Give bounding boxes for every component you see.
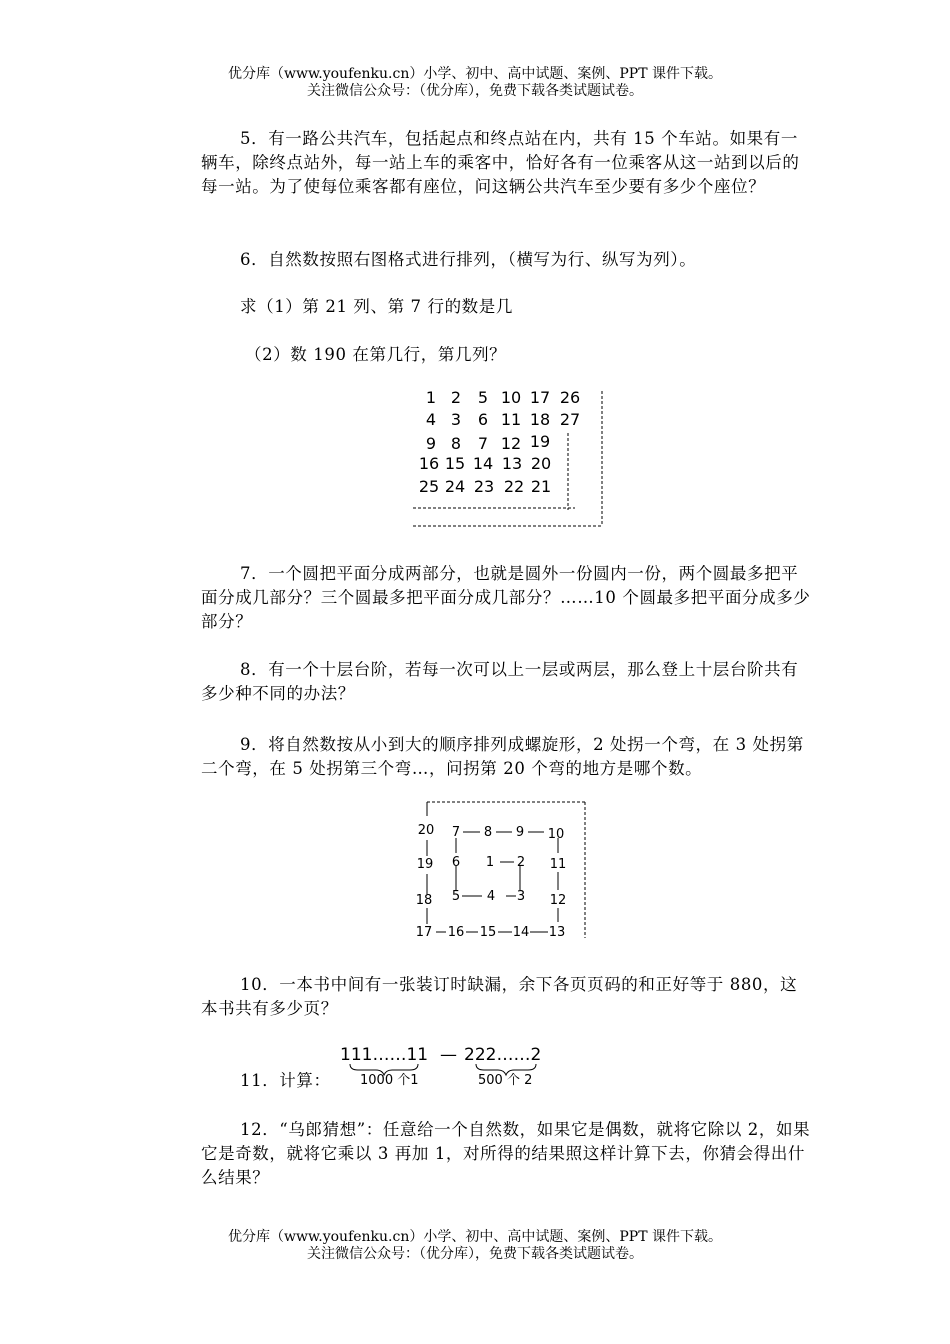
- spiral-number: 9: [515, 825, 525, 840]
- grid-cell: 21: [530, 477, 552, 496]
- expr-a: 111……11: [340, 1045, 429, 1065]
- brace-a-label: 1000 个1: [360, 1073, 419, 1088]
- question-11-expression: [336, 1040, 566, 1092]
- spiral-number: 14: [512, 925, 530, 940]
- spiral-number: 3: [516, 889, 526, 904]
- footer-line-2: 关注微信公众号：（优分库），免费下载各类试题试卷。: [307, 1246, 643, 1262]
- header-line-2: 关注微信公众号：（优分库），免费下载各类试题试卷。: [307, 83, 643, 99]
- header-line-1: 优分库（www.youfenku.cn）小学、初中、高中试题、案例、PPT 课件下载。: [227, 66, 722, 82]
- grid-cell: 10: [500, 388, 522, 407]
- expr-b: 222……2: [464, 1045, 542, 1065]
- spiral-number: 15: [479, 925, 497, 940]
- grid-cell: 2: [450, 388, 462, 407]
- grid-cell: 11: [500, 410, 522, 429]
- grid-cell: 27: [559, 410, 581, 429]
- footer-line-1: 优分库（www.youfenku.cn）小学、初中、高中试题、案例、PPT 课件下载。: [227, 1229, 722, 1245]
- grid-cell: 20: [530, 454, 552, 473]
- spiral-figure: [410, 798, 595, 946]
- grid-cell: 26: [559, 388, 581, 407]
- minus-sign: —: [440, 1045, 457, 1065]
- grid-cell: 22: [503, 477, 525, 496]
- question-7: 7．一个圆把平面分成两部分，也就是圆外一份圆内一份，两个圆最多把平面分成几部分？三个圆最多把平面分成几部分？……10 个圆最多把平面分成多少部分？: [201, 564, 811, 631]
- spiral-number: 8: [483, 825, 493, 840]
- spiral-number: 10: [547, 827, 565, 842]
- question-10: 10．一本书中间有一张装订时缺漏，余下各页页码的和正好等于 880，这本书共有多少页？: [201, 975, 798, 1018]
- question-6-part-2: （2）数 190 在第几行，第几列？: [245, 345, 507, 364]
- grid-cell: 17: [529, 388, 551, 407]
- question-11-label: 11．计算：: [240, 1071, 331, 1090]
- spiral-number: 2: [516, 855, 526, 870]
- question-6-part-1: 求（1）第 21 列、第 7 行的数是几: [240, 297, 513, 316]
- grid-cell: 1: [425, 388, 437, 407]
- grid-cell: 9: [425, 434, 437, 453]
- grid-cell: 15: [444, 454, 466, 473]
- question-8: 8．有一个十层台阶，若每一次可以上一层或两层，那么登上十层台阶共有多少种不同的办法？: [201, 660, 799, 703]
- grid-cell: 23: [473, 477, 495, 496]
- spiral-number: 7: [451, 825, 461, 840]
- spiral-number: 13: [548, 925, 566, 940]
- grid-cell: 16: [418, 454, 440, 473]
- brace-b-label: 500 个 2: [478, 1073, 533, 1088]
- page-header: [0, 66, 950, 100]
- grid-cell: 13: [501, 454, 523, 473]
- grid-cell: 14: [472, 454, 494, 473]
- spiral-number: 20: [417, 823, 435, 838]
- spiral-number: 18: [415, 893, 433, 908]
- spiral-number: 1: [485, 855, 495, 870]
- spiral-number: 4: [486, 889, 496, 904]
- spiral-number: 19: [416, 857, 434, 872]
- spiral-number: 5: [451, 889, 461, 904]
- grid-cell: 5: [477, 388, 489, 407]
- grid-cell: 19: [529, 432, 551, 451]
- grid-cell: 25: [418, 477, 440, 496]
- number-grid-figure: [405, 383, 615, 533]
- grid-cell: 3: [450, 410, 462, 429]
- grid-cell: 8: [450, 434, 462, 453]
- spiral-number: 16: [447, 925, 465, 940]
- question-5: 5．有一路公共汽车，包括起点和终点站在内，共有 15 个车站。如果有一辆车，除终点站外，每一站上车的乘客中，恰好各有一位乘客从这一站到以后的每一站。为了使每位乘客都有座位，问这辆公共汽车至少要有多少个座位？: [201, 129, 800, 196]
- page-footer: [0, 1229, 950, 1263]
- grid-cell: 6: [477, 410, 489, 429]
- question-6-intro: 6．自然数按照右图格式进行排列，（横写为行、纵写为列）。: [240, 250, 697, 269]
- grid-cell: 7: [477, 434, 489, 453]
- grid-cell: 12: [500, 434, 522, 453]
- spiral-number: 11: [549, 857, 567, 872]
- grid-cell: 18: [529, 410, 551, 429]
- grid-cell: 4: [425, 410, 437, 429]
- grid-cell: 24: [444, 477, 466, 496]
- question-9: 9．将自然数按从小到大的顺序排列成螺旋形，2 处拐一个弯，在 3 处拐第二个弯，在 5 处拐第三个弯…，问拐第 20 个弯的地方是哪个数。: [201, 735, 804, 778]
- spiral-number: 12: [549, 893, 567, 908]
- spiral-number: 17: [415, 925, 433, 940]
- spiral-number: 6: [451, 855, 461, 870]
- question-12: 12．“乌郎猜想”：任意给一个自然数，如果它是偶数，就将它除以 2，如果它是奇数，就将它乘以 3 再加 1，对所得的结果照这样计算下去，你猜会得出什么结果？: [201, 1120, 811, 1187]
